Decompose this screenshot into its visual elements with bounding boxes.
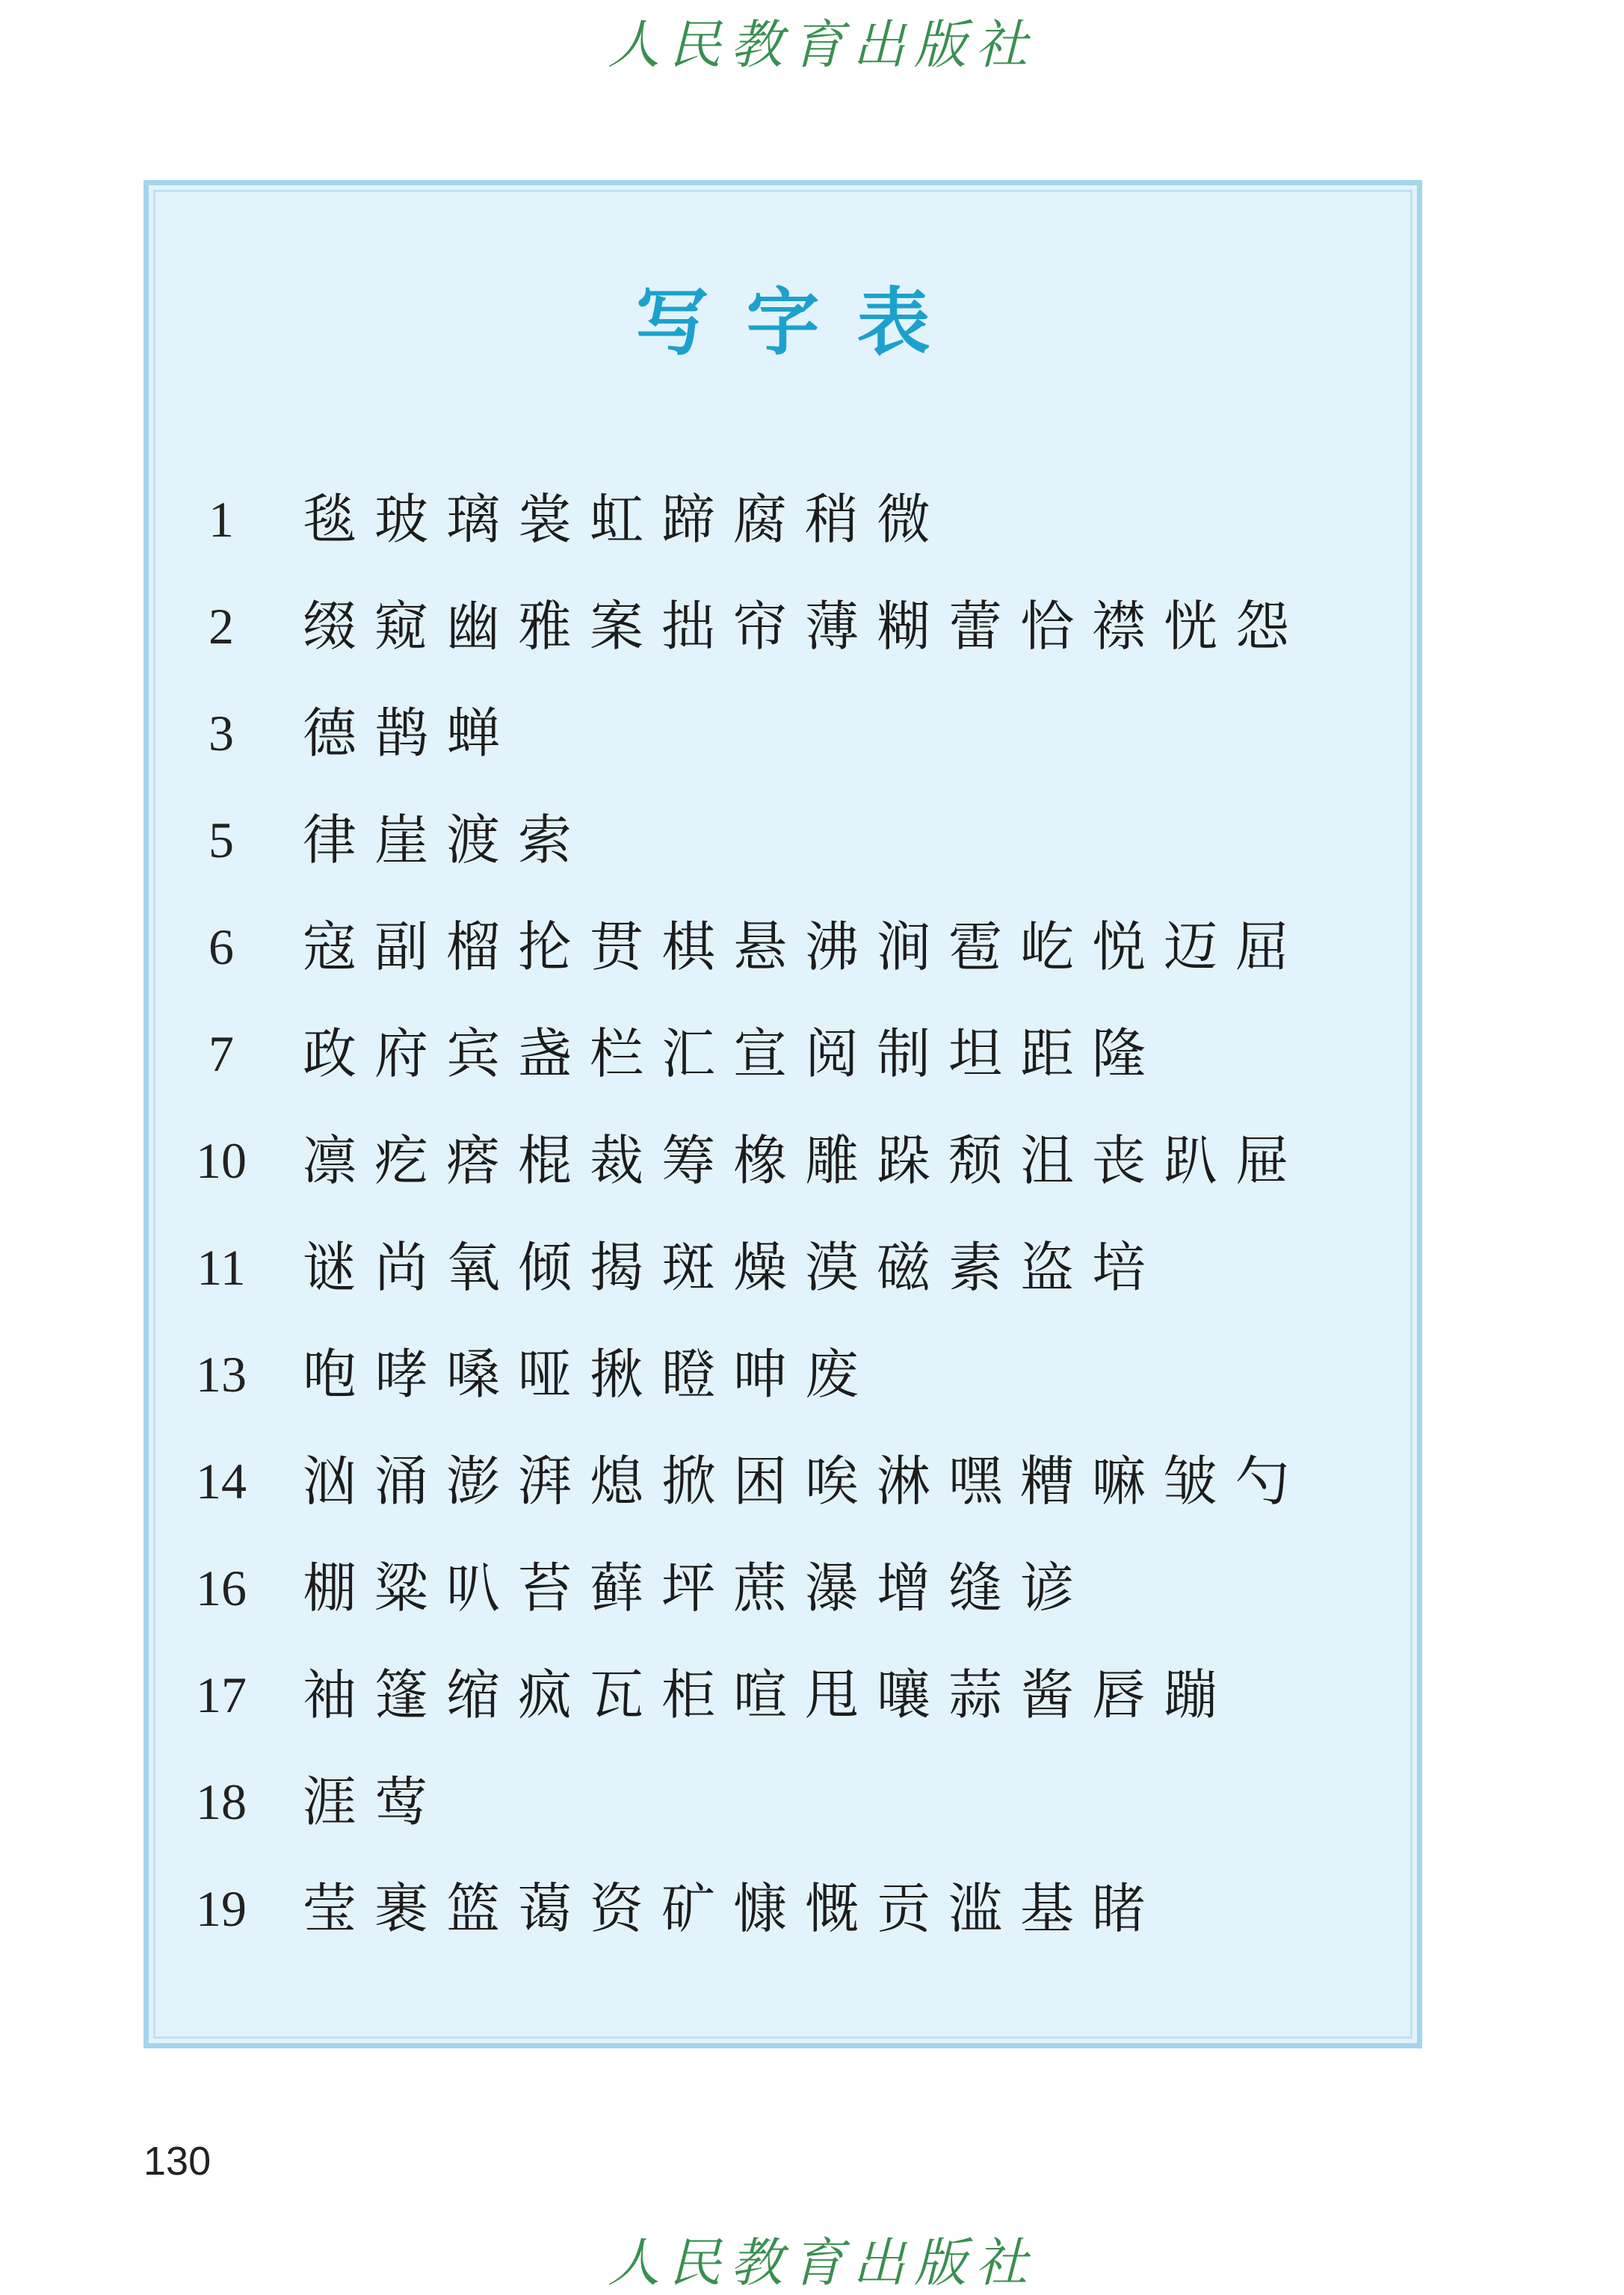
table-row [0, 787, 1624, 894]
table-row [0, 894, 1624, 1001]
lesson-number: 1 [209, 491, 234, 548]
lesson-number: 7 [209, 1025, 234, 1082]
lesson-characters: 棚粱叭苔藓坪蔗瀑增缝谚 [303, 1557, 1093, 1619]
table-row [0, 1321, 1624, 1428]
table-row [0, 680, 1624, 787]
lesson-number: 2 [209, 598, 234, 655]
lesson-number: 6 [209, 918, 234, 975]
lesson-number: 5 [209, 812, 234, 868]
publisher-logo-footer: 人民教育出版社 [608, 2232, 1037, 2294]
lesson-characters: 寇副榴抡贯棋悬沸涧雹屹悦迈屈 [303, 915, 1308, 978]
table-row [0, 1856, 1624, 1962]
table-row [0, 1749, 1624, 1856]
lesson-number: 11 [197, 1239, 246, 1296]
lesson-characters: 咆哮嗓哑揪瞪呻废 [303, 1343, 877, 1406]
lesson-characters: 毯玻璃裳虹蹄腐稍微 [303, 488, 949, 551]
table-row [0, 1428, 1624, 1535]
lesson-number: 17 [196, 1667, 247, 1723]
table-row [0, 573, 1624, 680]
table-row [0, 1642, 1624, 1749]
lesson-characters: 政府宾盏栏汇宣阅制坦距隆 [303, 1022, 1164, 1085]
page-number: 130 [143, 2139, 212, 2184]
table-row [0, 1214, 1624, 1321]
lesson-characters: 涯莺 [303, 1770, 447, 1833]
publisher-logo-header: 人民教育出版社 [608, 14, 1037, 75]
lesson-characters: 袖篷缩疯瓦柜喧甩嚷蒜酱唇蹦 [303, 1664, 1236, 1726]
table-row [0, 1001, 1624, 1108]
lesson-number: 10 [196, 1132, 247, 1189]
table-row [0, 466, 1624, 573]
lesson-number: 19 [196, 1880, 247, 1937]
lesson-number: 18 [196, 1773, 247, 1830]
character-rows [0, 466, 1624, 1962]
lesson-characters: 谜尚氧倾揭斑燥漠磁素盗培 [303, 1236, 1164, 1299]
lesson-characters: 汹涌澎湃熄掀困唉淋嘿糟嘛皱勺 [303, 1450, 1308, 1513]
table-row [0, 1535, 1624, 1642]
lesson-number: 3 [209, 705, 234, 762]
lesson-number: 14 [196, 1453, 247, 1510]
lesson-characters: 律崖渡索 [303, 809, 590, 871]
lesson-characters: 德鹊蝉 [303, 702, 519, 765]
table-row [0, 1108, 1624, 1214]
lesson-characters: 莹裹篮蔼资矿慷慨贡滥基睹 [303, 1877, 1164, 1940]
page-title: 写字表 [635, 279, 968, 365]
lesson-number: 16 [196, 1560, 247, 1616]
lesson-characters: 缀窥幽雅案拙帘薄糊蕾恰襟恍怨 [303, 595, 1308, 658]
lesson-number: 13 [196, 1346, 247, 1403]
lesson-characters: 凛疙瘩棍裁筹橡雕跺颓沮丧趴屉 [303, 1129, 1308, 1192]
